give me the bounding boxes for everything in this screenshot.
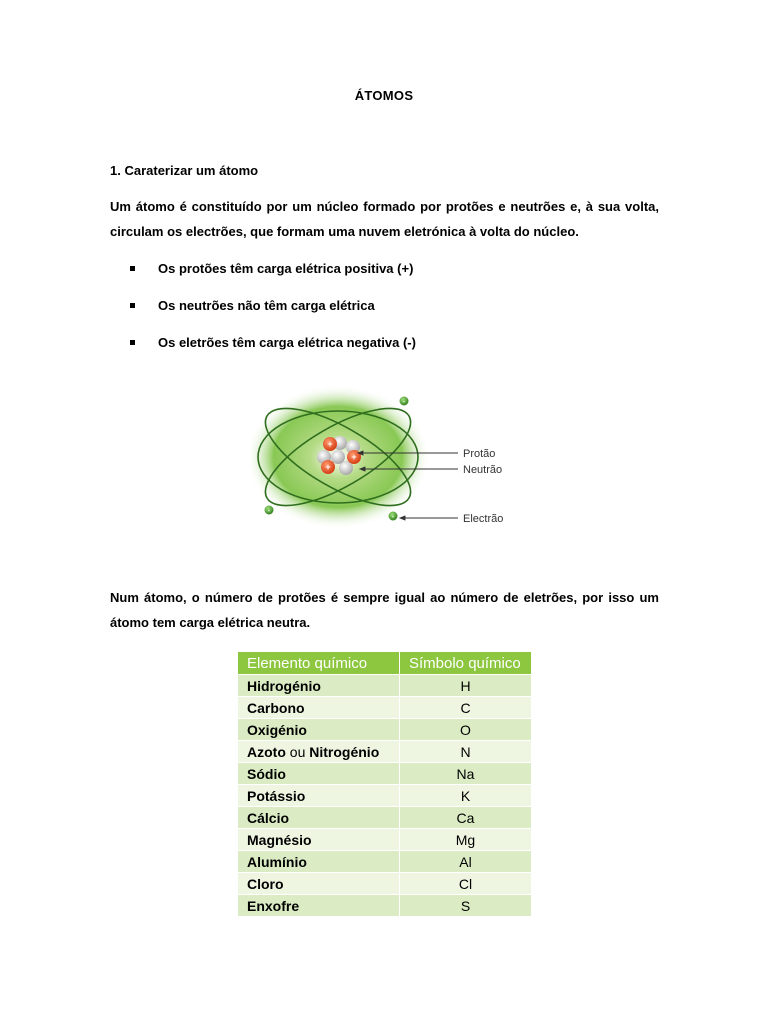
svg-text:+: + — [351, 452, 357, 462]
element-symbol: H — [400, 675, 532, 697]
element-symbol: S — [400, 895, 532, 917]
svg-text:+: + — [327, 439, 333, 449]
element-name: Cálcio — [238, 807, 400, 829]
intro-line-1: Um átomo é constituído por um núcleo formado por protões e neutrões e, à sua volta, — [110, 199, 659, 214]
svg-text:-: - — [267, 506, 271, 515]
neutron-label: Neutrão — [463, 464, 503, 476]
intro-paragraph — [110, 194, 659, 244]
svg-text:+: + — [325, 462, 331, 472]
table-row — [238, 785, 531, 807]
neutron-particle — [331, 450, 345, 464]
element-name: Oxigénio — [238, 719, 400, 741]
chemical-elements-table — [238, 652, 531, 916]
element-name: Sódio — [238, 763, 400, 785]
element-symbol: N — [400, 741, 532, 763]
table-row — [238, 697, 531, 719]
table-row — [238, 807, 531, 829]
element-name: Carbono — [238, 697, 400, 719]
electron-bottom-right — [388, 511, 398, 521]
electron-label: Electrão — [463, 513, 504, 525]
table-row — [238, 719, 531, 741]
section-heading: 1. Caraterizar um átomo — [110, 163, 259, 178]
svg-text:-: - — [391, 512, 395, 521]
table-row — [238, 895, 531, 917]
element-name: Cloro — [238, 873, 400, 895]
table-row — [238, 763, 531, 785]
element-name-part1: Azoto — [247, 743, 286, 760]
svg-text:-: - — [402, 397, 406, 406]
bullet-neutron-charge: Os neutrões não têm carga elétrica — [128, 296, 416, 333]
element-name — [238, 741, 400, 763]
page-title: ÁTOMOS — [354, 88, 414, 103]
element-name: Alumínio — [238, 851, 400, 873]
table-row — [238, 675, 531, 697]
element-name: Magnésio — [238, 829, 400, 851]
neutral-charge-paragraph: Num átomo, o número de protões é sempre igual ao número de eletrões, por isso um átomo tem carga elétrica neutra. — [110, 590, 659, 630]
intro-line-2: circulam os electrões, que formam uma nuvem eletrónica à volta do núcleo. — [110, 224, 579, 239]
table-row — [238, 741, 531, 763]
element-name-connector: ou — [289, 743, 306, 760]
electron-bottom-left — [264, 505, 274, 515]
bullet-proton-charge: Os protões têm carga elétrica positiva (+) — [128, 259, 416, 296]
bullet-electron-charge: Os eletrões têm carga elétrica negativa (-) — [128, 333, 416, 370]
element-symbol: C — [400, 697, 532, 719]
element-name: Enxofre — [238, 895, 400, 917]
header-symbol: Símbolo químico — [400, 652, 532, 675]
element-symbol: Ca — [400, 807, 532, 829]
atom-diagram — [250, 385, 530, 535]
table-row — [238, 851, 531, 873]
electron-top-right — [399, 396, 409, 406]
charge-bullet-list — [128, 259, 416, 370]
element-symbol: K — [400, 785, 532, 807]
element-name: Potássio — [238, 785, 400, 807]
element-symbol: Al — [400, 851, 532, 873]
table-header-row — [238, 652, 531, 675]
element-symbol: O — [400, 719, 532, 741]
element-name-part2: Nitrogénio — [309, 743, 380, 760]
table-row — [238, 829, 531, 851]
element-symbol: Mg — [400, 829, 532, 851]
element-symbol: Na — [400, 763, 532, 785]
header-element: Elemento químico — [238, 652, 400, 675]
element-name: Hidrogénio — [238, 675, 400, 697]
element-symbol: Cl — [400, 873, 532, 895]
table-row — [238, 873, 531, 895]
proton-label: Protão — [463, 448, 496, 460]
